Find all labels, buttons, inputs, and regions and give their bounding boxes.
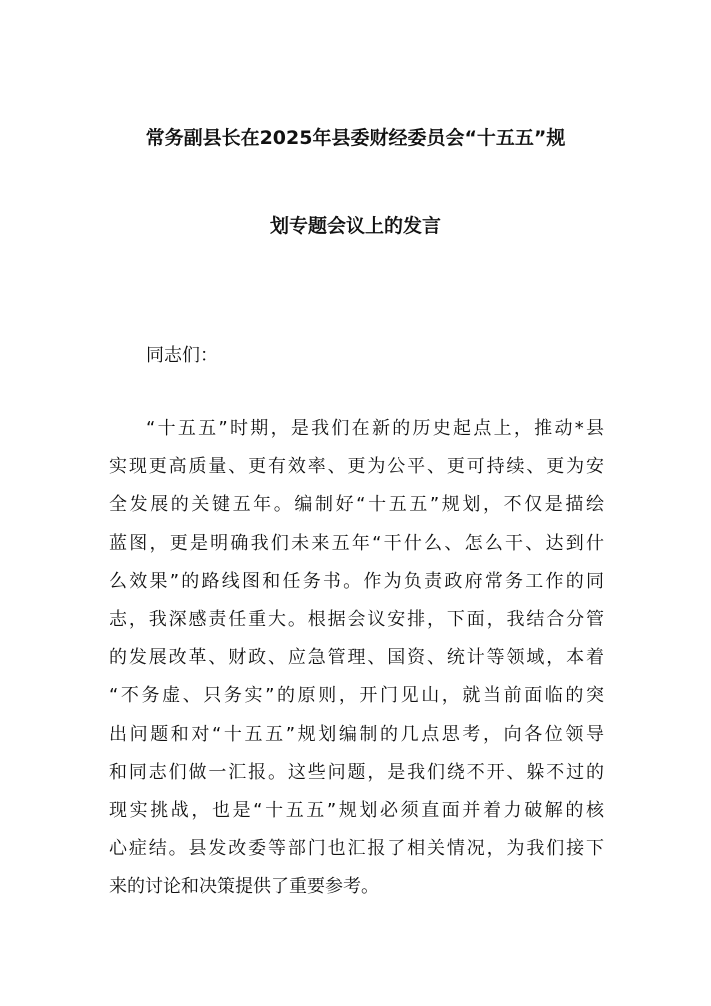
paragraph-line: 现实挑战，也是“十五五”规划必须直面并着力破解的核	[109, 799, 604, 821]
paragraph-line: “不务虚、只务实”的原则，开门见山，就当前面临的突	[109, 685, 604, 707]
paragraph-line: 志，我深感责任重大。根据会议安排，下面，我结合分管	[109, 608, 604, 630]
body-paragraph	[109, 416, 604, 912]
paragraph-line: 心症结。县发改委等部门也汇报了相关情况，为我们接下	[109, 838, 604, 860]
paragraph-line: 么效果”的路线图和任务书。作为负责政府常务工作的同	[109, 570, 604, 592]
paragraph-line: 和同志们做一汇报。这些问题，是我们绕不开、躲不过的	[109, 761, 604, 783]
paragraph-line: 蓝图，更是明确我们未来五年“干什么、怎么干、达到什	[109, 532, 604, 554]
paragraph-line: 的发展改革、财政、应急管理、国资、统计等领域，本着	[109, 647, 604, 669]
paragraph-line: 全发展的关键五年。编制好“十五五”规划，不仅是描绘	[109, 494, 604, 516]
document-title-line-2: 划专题会议上的发言	[269, 215, 441, 237]
document-title-line-1: 常务副县长在2025年县委财经委员会“十五五”规	[145, 127, 566, 149]
paragraph-line: 实现更高质量、更有效率、更为公平、更可持续、更为安	[109, 456, 604, 478]
greeting: 同志们：	[146, 345, 218, 366]
paragraph-line: “十五五”时期，是我们在新的历史起点上，推动*县	[146, 418, 604, 439]
paragraph-line: 出问题和对“十五五”规划编制的几点思考，向各位领导	[109, 723, 604, 745]
paragraph-line: 来的讨论和决策提供了重要参考。	[109, 876, 379, 898]
